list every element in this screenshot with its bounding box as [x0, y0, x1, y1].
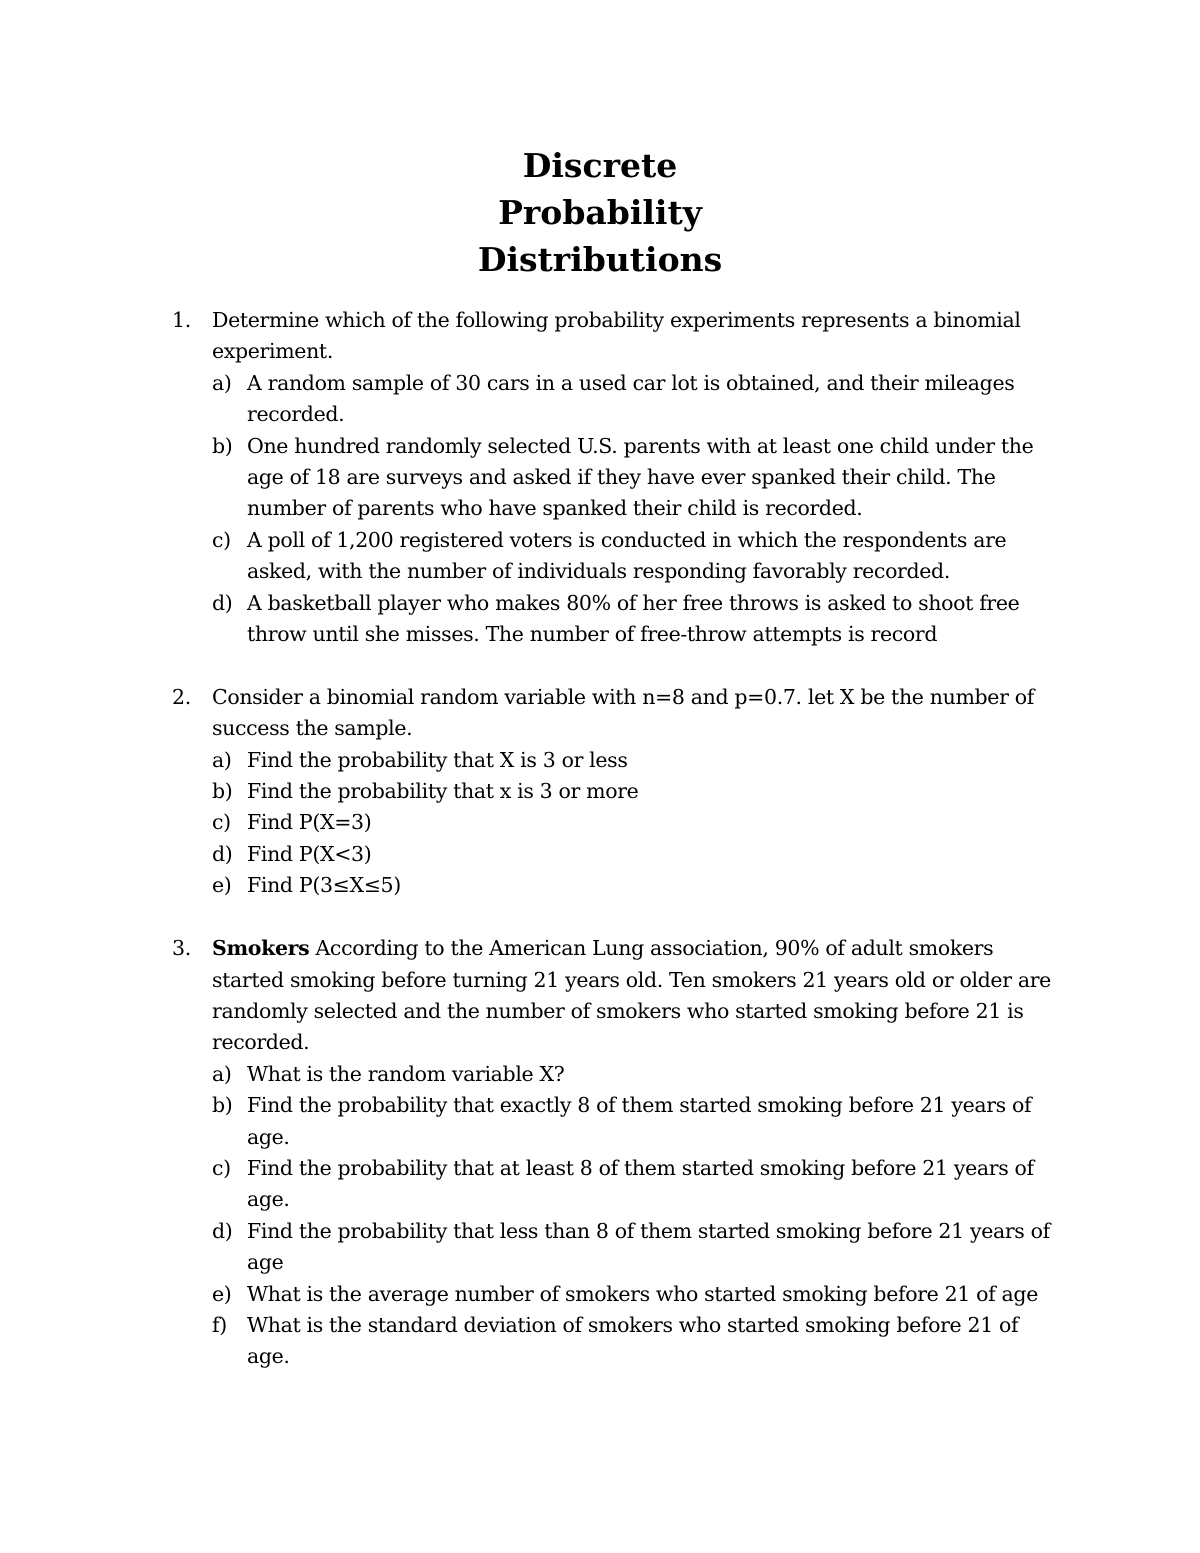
sub-question-text: A poll of 1,200 registered voters is conducted in which the respondents are asked, with the number of individuals responding favorably recorded.	[247, 527, 1007, 584]
sub-question-text: What is the average number of smokers who started smoking before 21 of age	[247, 1281, 1038, 1306]
sub-question	[212, 807, 1060, 838]
question-text-body: According to the American Lung association, 90% of adult smokers started smoking before turning 21 years old. Ten smokers 21 years old or older are randomly selected and the number of smokers who started smoking before 21 is recorded.	[212, 936, 1051, 1055]
sub-question-label: a)	[212, 747, 232, 772]
question-text	[212, 682, 1060, 745]
sub-question	[212, 839, 1060, 870]
sub-question-label: c)	[212, 527, 231, 552]
sub-question	[212, 1153, 1060, 1216]
sub-question	[212, 1216, 1060, 1279]
question-number: 2.	[172, 684, 191, 709]
sub-question-text: Find the probability that less than 8 of them started smoking before 21 years of age	[247, 1218, 1050, 1275]
sub-question-label: d)	[212, 841, 233, 866]
question-1	[172, 305, 1060, 650]
sub-question-text: A random sample of 30 cars in a used car lot is obtained, and their mileages recorded.	[247, 370, 1015, 427]
sub-question	[212, 1310, 1060, 1373]
sub-question-text: A basketball player who makes 80% of her free throws is asked to shoot free throw until she misses. The number of free-throw attempts is record	[247, 590, 1020, 647]
sub-question	[212, 525, 1060, 588]
sub-question	[212, 1090, 1060, 1153]
sub-question-label: e)	[212, 873, 232, 898]
sub-question-label: a)	[212, 370, 232, 395]
question-list	[172, 305, 1060, 1404]
sub-question-label: f)	[212, 1312, 227, 1337]
sub-question-text: Find the probability that x is 3 or more	[247, 779, 639, 804]
title-line-3: Distributions	[477, 240, 723, 279]
sub-question-label: a)	[212, 1061, 232, 1086]
sub-question	[212, 588, 1060, 651]
sub-question	[212, 431, 1060, 525]
question-text-body: Determine which of the following probability experiments represents a binomial experiment.	[212, 308, 1021, 364]
sub-question-label: d)	[212, 590, 233, 615]
sub-question-text: Find P(X=3)	[247, 810, 372, 835]
sub-question-text: Find P(X<3)	[247, 841, 372, 866]
sub-question-label: b)	[212, 1093, 233, 1118]
sub-question-label: e)	[212, 1281, 232, 1306]
sub-question	[212, 745, 1060, 776]
sub-question-text: Find the probability that X is 3 or less	[247, 747, 628, 772]
question-bold-lead: Smokers	[212, 936, 310, 961]
sub-question-text: Find P(3≤X≤5)	[247, 873, 401, 898]
sub-question-label: b)	[212, 433, 233, 458]
question-number: 1.	[172, 308, 191, 332]
sub-question-label: d)	[212, 1218, 233, 1243]
sub-question-text: Find the probability that exactly 8 of them started smoking before 21 years of age.	[247, 1093, 1032, 1149]
question-text	[212, 933, 1060, 1059]
sub-question	[212, 1059, 1060, 1090]
sub-question	[212, 368, 1060, 431]
sub-question	[212, 870, 1060, 901]
sub-question-text: What is the random variable X?	[247, 1061, 565, 1086]
title-line-1: Discrete	[522, 146, 678, 185]
sub-question	[212, 1279, 1060, 1310]
question-3	[172, 933, 1060, 1373]
question-text-body: Consider a binomial random variable with n=8 and p=0.7. let X be the number of success the sample.	[212, 684, 1034, 741]
question-text	[212, 305, 1060, 368]
page-title	[0, 142, 1200, 283]
sub-question-text: Find the probability that at least 8 of them started smoking before 21 years of age.	[247, 1155, 1034, 1212]
sub-question	[212, 776, 1060, 807]
question-number: 3.	[172, 936, 191, 961]
sub-question-label: c)	[212, 810, 231, 835]
question-2	[172, 682, 1060, 902]
sub-question-text: What is the standard deviation of smokers who started smoking before 21 of age.	[247, 1312, 1019, 1369]
sub-question-label: b)	[212, 779, 233, 804]
sub-question-label: c)	[212, 1155, 231, 1180]
title-line-2: Probability	[498, 193, 702, 232]
sub-question-text: One hundred randomly selected U.S. parents with at least one child under the age of 18 are surveys and asked if they have ever spanked their child. The number of parents who have spanked their child is recorded.	[247, 433, 1034, 521]
